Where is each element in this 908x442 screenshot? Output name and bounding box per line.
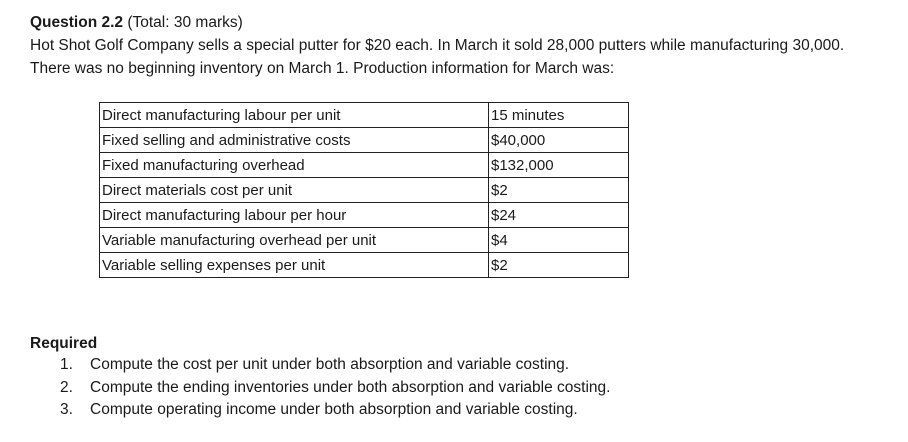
row-value: $4 — [489, 228, 629, 253]
required-list — [30, 354, 890, 422]
row-label: Direct materials cost per unit — [100, 178, 489, 203]
list-item-number: 1. — [60, 356, 73, 373]
list-item-text: Compute operating income under both absorption and variable costing. — [90, 401, 578, 418]
production-info-table — [99, 102, 629, 278]
question-marks: (Total: 30 marks) — [127, 14, 243, 31]
list-item-number: 2. — [60, 378, 73, 396]
row-label: Fixed selling and administrative costs — [100, 128, 489, 153]
row-value: $40,000 — [489, 128, 629, 153]
required-section — [30, 333, 890, 422]
row-value: $2 — [489, 253, 629, 278]
row-value: $24 — [489, 203, 629, 228]
document-page — [30, 12, 890, 418]
list-item-number: 3. — [60, 401, 73, 418]
row-value: 15 minutes — [489, 103, 629, 128]
table-row — [100, 128, 629, 153]
list-item — [30, 354, 890, 377]
row-label: Variable manufacturing overhead per unit — [100, 228, 489, 253]
row-value: $2 — [489, 178, 629, 203]
row-label: Direct manufacturing labour per hour — [100, 203, 489, 228]
row-value: $132,000 — [489, 153, 629, 178]
row-label: Direct manufacturing labour per unit — [100, 103, 489, 128]
table-row — [100, 228, 629, 253]
table-row — [100, 103, 629, 128]
list-item — [30, 399, 890, 422]
row-label: Fixed manufacturing overhead — [100, 153, 489, 178]
question-title — [30, 12, 890, 34]
list-item — [30, 377, 890, 400]
table-row — [100, 253, 629, 278]
question-number: Question 2.2 — [30, 14, 124, 31]
table-row — [100, 178, 629, 203]
question-intro: Hot Shot Golf Company sells a special putter for $20 each. In March it sold 28,000 putters while manufacturing 30,000. There was no beginning inventory on March 1. Production information for March was: — [30, 37, 845, 77]
table-row — [100, 203, 629, 228]
required-heading: Required — [30, 335, 98, 352]
row-label: Variable selling expenses per unit — [100, 253, 489, 278]
table-row — [100, 153, 629, 178]
list-item-text: Compute the cost per unit under both absorption and variable costing. — [90, 356, 570, 373]
list-item-text: Compute the ending inventories under both absorption and variable costing. — [90, 378, 611, 396]
